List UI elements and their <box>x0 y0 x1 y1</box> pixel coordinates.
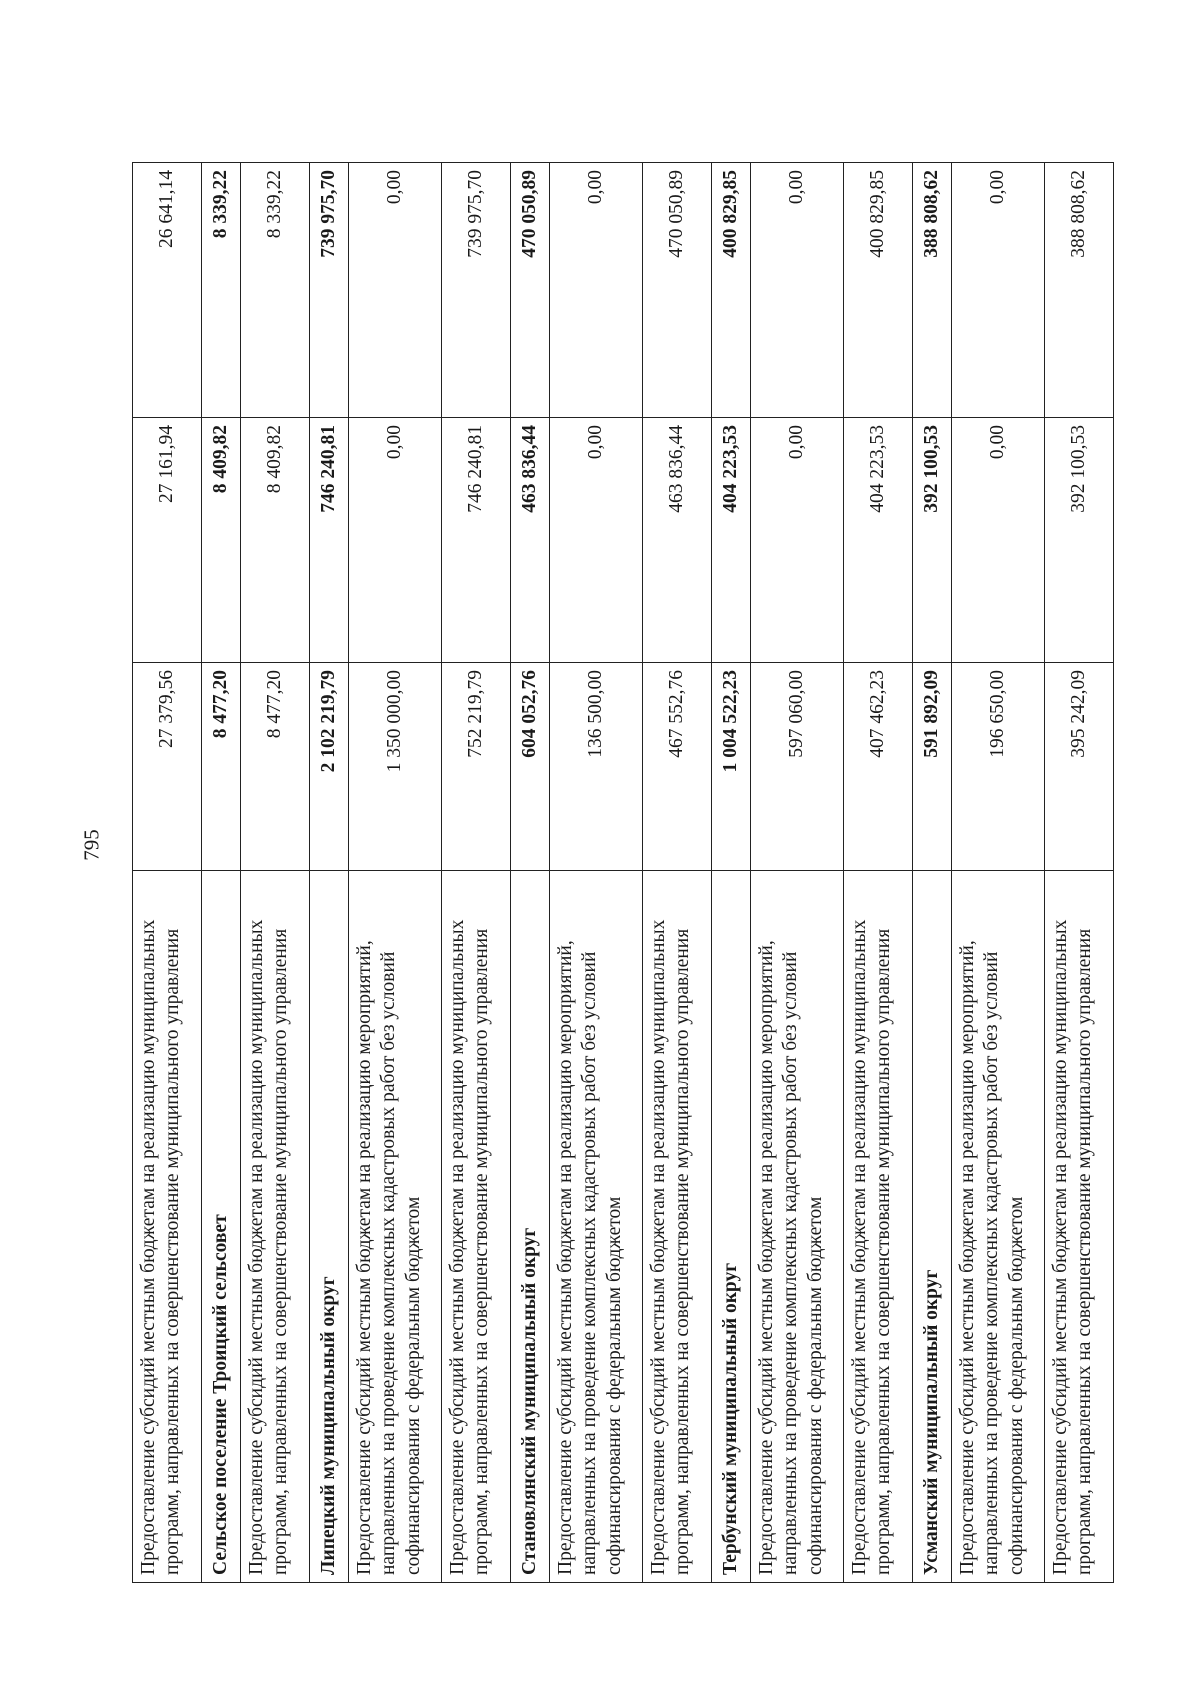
row-value-1: 8 477,20 <box>202 663 241 871</box>
row-description: Липецкий муниципальный округ <box>310 871 349 1583</box>
row-value-3: 400 829,85 <box>844 163 913 418</box>
row-value-3: 388 808,62 <box>1045 163 1114 418</box>
row-value-3: 0,00 <box>349 163 442 418</box>
table-row-subtotal <box>511 163 550 1583</box>
row-value-1: 591 892,09 <box>913 663 952 871</box>
budget-table-container <box>132 163 1096 1583</box>
page-number-text: 795 <box>79 829 104 861</box>
row-description: Становлянский муниципальный округ <box>511 871 550 1583</box>
row-description: Предоставление субсидий местным бюджетам на реализацию мероприятий, направленных на проведение комплексных кадастровых работ без условий софинансирования с федеральным бюджетом <box>349 871 442 1583</box>
row-description: Предоставление субсидий местным бюджетам на реализацию мероприятий, направленных на проведение комплексных кадастровых работ без условий софинансирования с федеральным бюджетом <box>952 871 1045 1583</box>
table-row-subtotal <box>202 163 241 1583</box>
table-row-subtotal <box>913 163 952 1583</box>
row-value-1: 467 552,76 <box>643 663 712 871</box>
row-value-3: 470 050,89 <box>511 163 550 418</box>
table-row <box>844 163 913 1583</box>
row-value-2: 0,00 <box>751 418 844 663</box>
row-description: Сельское поселение Троицкий сельсовет <box>202 871 241 1583</box>
row-value-3: 400 829,85 <box>712 163 751 418</box>
table-row <box>643 163 712 1583</box>
row-description: Предоставление субсидий местным бюджетам на реализацию муниципальных программ, направленных на совершенствование муниципального управления <box>241 871 310 1583</box>
table-row <box>241 163 310 1583</box>
row-description: Предоставление субсидий местным бюджетам на реализацию мероприятий, направленных на проведение комплексных кадастровых работ без условий софинансирования с федеральным бюджетом <box>751 871 844 1583</box>
row-value-3: 0,00 <box>751 163 844 418</box>
row-value-1: 2 102 219,79 <box>310 663 349 871</box>
table-row <box>133 163 202 1583</box>
row-value-1: 196 650,00 <box>952 663 1045 871</box>
row-value-3: 8 339,22 <box>241 163 310 418</box>
table-row <box>550 163 643 1583</box>
table-row <box>442 163 511 1583</box>
row-value-3: 739 975,70 <box>442 163 511 418</box>
row-value-1: 604 052,76 <box>511 663 550 871</box>
row-value-2: 8 409,82 <box>202 418 241 663</box>
row-value-2: 463 836,44 <box>643 418 712 663</box>
row-value-2: 27 161,94 <box>133 418 202 663</box>
row-value-3: 8 339,22 <box>202 163 241 418</box>
table-row <box>1045 163 1114 1583</box>
row-description: Усманский муниципальный округ <box>913 871 952 1583</box>
row-value-2: 404 223,53 <box>844 418 913 663</box>
row-description: Предоставление субсидий местным бюджетам на реализацию мероприятий, направленных на проведение комплексных кадастровых работ без условий софинансирования с федеральным бюджетом <box>550 871 643 1583</box>
row-value-1: 8 477,20 <box>241 663 310 871</box>
row-value-2: 463 836,44 <box>511 418 550 663</box>
row-value-2: 746 240,81 <box>442 418 511 663</box>
row-value-2: 0,00 <box>952 418 1045 663</box>
table-row <box>751 163 844 1583</box>
row-value-1: 597 060,00 <box>751 663 844 871</box>
row-value-3: 470 050,89 <box>643 163 712 418</box>
row-description: Предоставление субсидий местным бюджетам на реализацию муниципальных программ, направленных на совершенствование муниципального управления <box>133 871 202 1583</box>
row-value-2: 392 100,53 <box>913 418 952 663</box>
row-description: Предоставление субсидий местным бюджетам на реализацию муниципальных программ, направленных на совершенствование муниципального управления <box>643 871 712 1583</box>
table-row <box>349 163 442 1583</box>
row-value-1: 1 004 522,23 <box>712 663 751 871</box>
row-value-3: 26 641,14 <box>133 163 202 418</box>
row-description: Предоставление субсидий местным бюджетам на реализацию муниципальных программ, направленных на совершенствование муниципального управления <box>442 871 511 1583</box>
row-value-3: 388 808,62 <box>913 163 952 418</box>
row-value-1: 752 219,79 <box>442 663 511 871</box>
table-row-subtotal <box>310 163 349 1583</box>
row-value-3: 739 975,70 <box>310 163 349 418</box>
row-value-2: 8 409,82 <box>241 418 310 663</box>
row-description: Предоставление субсидий местным бюджетам на реализацию муниципальных программ, направленных на совершенствование муниципального управления <box>844 871 913 1583</box>
row-value-1: 1 350 000,00 <box>349 663 442 871</box>
row-value-2: 0,00 <box>349 418 442 663</box>
row-value-1: 395 242,09 <box>1045 663 1114 871</box>
row-value-1: 27 379,56 <box>133 663 202 871</box>
table-row <box>952 163 1045 1583</box>
row-value-2: 392 100,53 <box>1045 418 1114 663</box>
row-value-2: 404 223,53 <box>712 418 751 663</box>
row-value-3: 0,00 <box>550 163 643 418</box>
subsidy-table <box>132 162 1114 1583</box>
row-description: Тербунский муниципальный округ <box>712 871 751 1583</box>
row-description: Предоставление субсидий местным бюджетам на реализацию муниципальных программ, направленных на совершенствование муниципального управления <box>1045 871 1114 1583</box>
row-value-3: 0,00 <box>952 163 1045 418</box>
row-value-1: 136 500,00 <box>550 663 643 871</box>
row-value-2: 0,00 <box>550 418 643 663</box>
row-value-1: 407 462,23 <box>844 663 913 871</box>
table-row-subtotal <box>712 163 751 1583</box>
row-value-2: 746 240,81 <box>310 418 349 663</box>
